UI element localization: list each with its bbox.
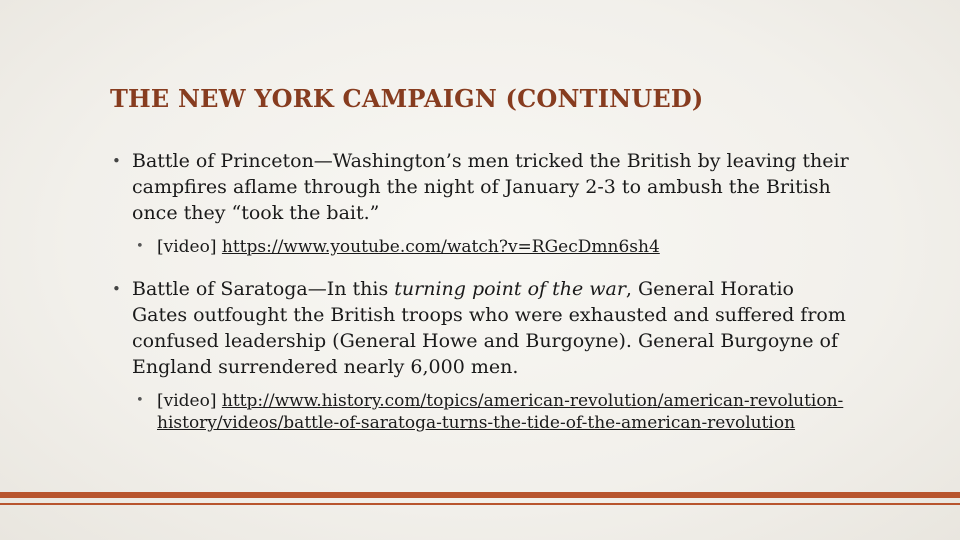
bullet-list [112, 148, 852, 452]
video-link[interactable]: http://www.history.com/topics/american-revolution/american-revolution-history/videos/battle-of-saratoga-turns-the-tide-of-the-american-revolution [157, 391, 844, 433]
bullet-icon: • [136, 239, 144, 254]
bullet-text: , General Horatio Gates outfought the British troops who were exhausted and suffered from confused leadership (General Howe and Burgoyne). General Burgoyne of England surrendered nearly 6,000 men. [132, 278, 846, 378]
bullet-saratoga [112, 276, 852, 380]
bullet-princeton [112, 148, 852, 226]
bullet-icon: • [112, 152, 121, 170]
bullet-icon: • [112, 280, 121, 298]
bullet-icon: • [136, 393, 144, 408]
bullet-text: Battle of Saratoga—In this [132, 278, 395, 300]
accent-bar [0, 492, 960, 498]
video-link[interactable]: https://www.youtube.com/watch?v=RGecDmn6sh4 [221, 237, 660, 257]
accent-line [0, 503, 960, 505]
video-label: [video] [157, 237, 222, 257]
sub-bullet-saratoga-video [112, 390, 852, 434]
sub-bullet-princeton-video [112, 236, 852, 258]
video-label: [video] [157, 391, 222, 411]
bullet-text-italic: turning point of the war [394, 278, 626, 300]
slide-title: THE NEW YORK CAMPAIGN (CONTINUED) [110, 84, 704, 113]
bullet-text: Battle of Princeton—Washington’s men tricked the British by leaving their campfires aflame through the night of January 2-3 to ambush the British once they “took the bait.” [132, 150, 849, 224]
